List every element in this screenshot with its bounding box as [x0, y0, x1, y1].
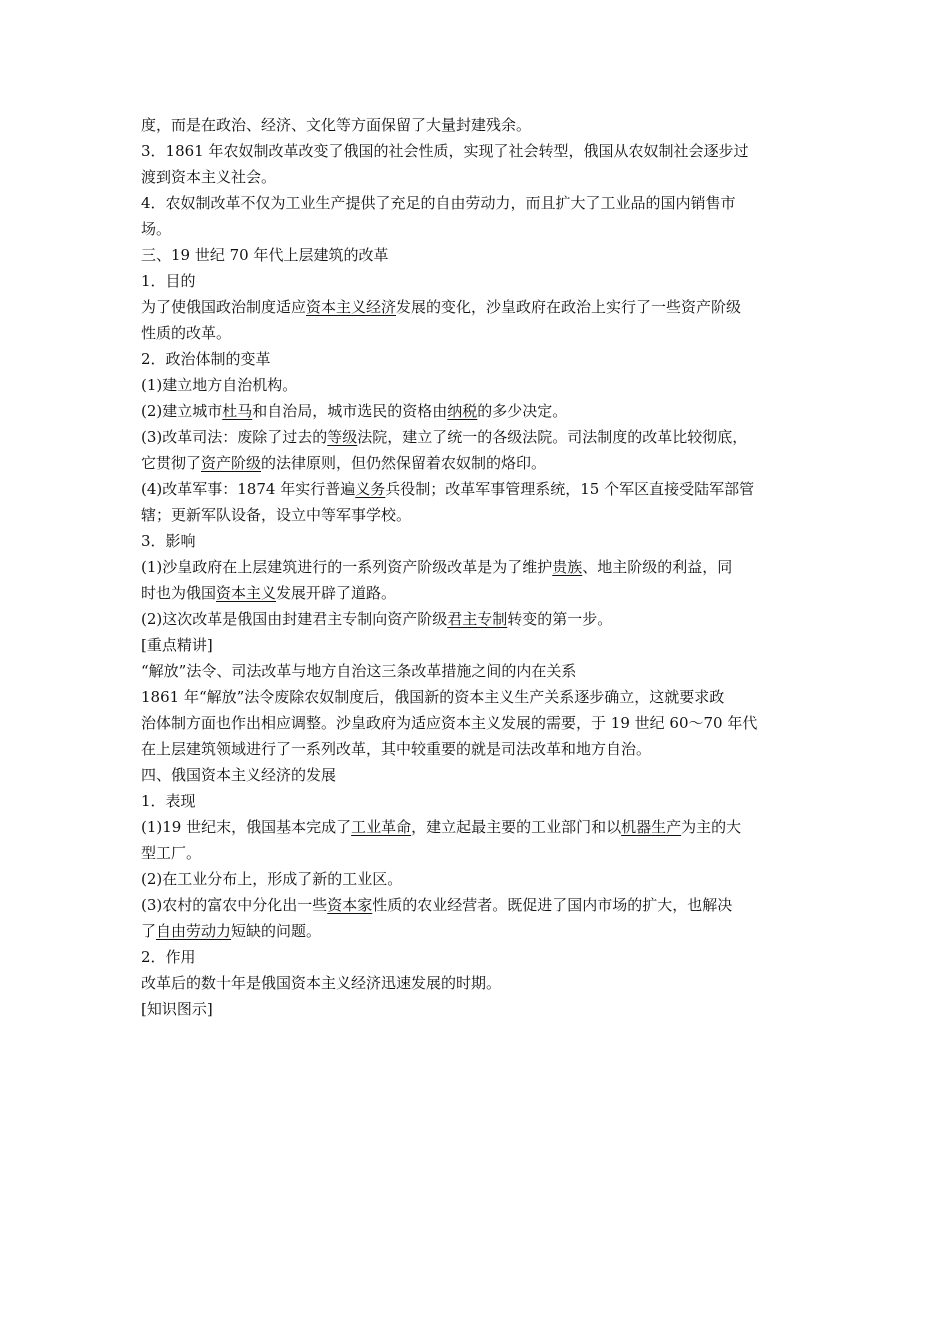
text-line	[141, 554, 821, 580]
text-line	[141, 242, 821, 268]
text-line	[141, 762, 821, 788]
text-line	[141, 736, 821, 762]
underlined-term: 机器生产	[621, 818, 682, 836]
underlined-term: 资本主义经济	[306, 298, 397, 316]
text-segment: 1861 年“解放”法令废除农奴制度后，俄国新的资本主义生产关系逐步确立，这就要求政	[141, 688, 725, 706]
text-line	[141, 970, 821, 996]
text-segment: 2．政治体制的变革	[141, 350, 271, 368]
text-segment: 场。	[141, 220, 172, 238]
underlined-term: 杜马	[222, 402, 253, 420]
text-line	[141, 918, 821, 944]
text-segment: [知识图示]	[141, 1000, 213, 1018]
text-segment: 2．作用	[141, 948, 196, 966]
underlined-term: 自由劳动力	[156, 922, 232, 940]
text-line	[141, 268, 821, 294]
text-line	[141, 840, 821, 866]
text-line	[141, 632, 821, 658]
text-segment: 1．目的	[141, 272, 196, 290]
underlined-term: 贵族	[552, 558, 583, 576]
text-segment: (1)19 世纪末，俄国基本完成了	[141, 818, 352, 836]
text-segment: 渡到资本主义社会。	[141, 168, 277, 186]
text-line	[141, 398, 821, 424]
text-segment: 为了使俄国政治制度适应	[141, 298, 307, 316]
text-segment: 法院，建立了统一的各级法院。司法制度的改革比较彻底，	[357, 428, 748, 446]
text-segment: 辖；更新军队设备，设立中等军事学校。	[141, 506, 412, 524]
text-line	[141, 606, 821, 632]
text-line	[141, 866, 821, 892]
underlined-term: 资产阶级	[201, 454, 262, 472]
text-segment: 兵役制；改革军事管理系统，15 个军区直接受陆军部管	[385, 480, 755, 498]
text-segment: 1．表现	[141, 792, 196, 810]
text-line	[141, 164, 821, 190]
text-segment: 发展的变化，沙皇政府在政治上实行了一些资产阶级	[396, 298, 742, 316]
text-segment: 4．农奴制改革不仅为工业生产提供了充足的自由劳动力，而且扩大了工业品的国内销售市	[141, 194, 736, 212]
text-segment: 短缺的问题。	[231, 922, 322, 940]
text-line	[141, 892, 821, 918]
text-segment: (4)改革军事：1874 年实行普遍	[141, 480, 356, 498]
text-segment: 3．1861 年农奴制改革改变了俄国的社会性质，实现了社会转型，俄国从农奴制社会逐步过	[141, 142, 749, 160]
text-segment: 它贯彻了	[141, 454, 202, 472]
text-segment: 治体制方面也作出相应调整。沙皇政府为适应资本主义发展的需要，于 19 世纪 60～70 年代	[141, 714, 758, 732]
text-segment: 时也为俄国	[141, 584, 217, 602]
underlined-term: 资本主义	[216, 584, 277, 602]
text-segment: 的法律原则，但仍然保留着农奴制的烙印。	[261, 454, 547, 472]
text-segment: [重点精讲]	[141, 636, 213, 654]
underlined-term: 工业革命	[351, 818, 412, 836]
text-line	[141, 294, 821, 320]
text-line	[141, 190, 821, 216]
text-line	[141, 112, 821, 138]
text-line	[141, 476, 821, 502]
text-segment: (3)农村的富农中分化出一些	[141, 896, 328, 914]
text-segment: “解放”法令、司法改革与地方自治这三条改革措施之间的内在关系	[141, 662, 577, 680]
text-segment: 改革后的数十年是俄国资本主义经济迅速发展的时期。	[141, 974, 502, 992]
text-segment: (3)改革司法：废除了过去的	[141, 428, 328, 446]
document-body	[141, 112, 821, 1022]
text-line	[141, 346, 821, 372]
text-line	[141, 320, 821, 346]
text-segment: 、地主阶级的利益，同	[582, 558, 733, 576]
underlined-term: 资本家	[327, 896, 373, 914]
text-segment: 型工厂。	[141, 844, 202, 862]
text-line	[141, 814, 821, 840]
text-line	[141, 450, 821, 476]
text-line	[141, 996, 821, 1022]
text-segment: 在上层建筑领域进行了一系列改革，其中较重要的就是司法改革和地方自治。	[141, 740, 652, 758]
text-line	[141, 944, 821, 970]
text-segment: (2)在工业分布上，形成了新的工业区。	[141, 870, 403, 888]
text-segment: ，建立起最主要的工业部门和以	[411, 818, 622, 836]
text-line	[141, 710, 821, 736]
text-segment: 和自治局，城市选民的资格由	[252, 402, 448, 420]
text-line	[141, 580, 821, 606]
underlined-term: 义务	[355, 480, 386, 498]
text-segment: 度，而是在政治、经济、文化等方面保留了大量封建残余。	[141, 116, 532, 134]
text-segment: 发展开辟了道路。	[276, 584, 397, 602]
text-segment: 性质的农业经营者。既促进了国内市场的扩大，也解决	[372, 896, 733, 914]
underlined-term: 纳税	[447, 402, 478, 420]
text-segment: (1)沙皇政府在上层建筑进行的一系列资产阶级改革是为了维护	[141, 558, 553, 576]
text-segment: 为主的大	[681, 818, 742, 836]
text-segment: 三、19 世纪 70 年代上层建筑的改革	[141, 246, 389, 264]
text-segment: 四、俄国资本主义经济的发展	[141, 766, 337, 784]
text-line	[141, 216, 821, 242]
text-segment: 转变的第一步。	[507, 610, 613, 628]
text-segment: 了	[141, 922, 157, 940]
text-segment: (2)建立城市	[141, 402, 223, 420]
text-segment: (2)这次改革是俄国由封建君主专制向资产阶级	[141, 610, 448, 628]
underlined-term: 等级	[327, 428, 358, 446]
text-line	[141, 528, 821, 554]
text-segment: 性质的改革。	[141, 324, 232, 342]
text-line	[141, 502, 821, 528]
text-line	[141, 424, 821, 450]
text-segment: 3．影响	[141, 532, 196, 550]
text-segment: 的多少决定。	[477, 402, 568, 420]
underlined-term: 君主专制	[447, 610, 508, 628]
text-line	[141, 658, 821, 684]
text-line	[141, 372, 821, 398]
text-line	[141, 684, 821, 710]
text-segment: (1)建立地方自治机构。	[141, 376, 298, 394]
text-line	[141, 788, 821, 814]
text-line	[141, 138, 821, 164]
